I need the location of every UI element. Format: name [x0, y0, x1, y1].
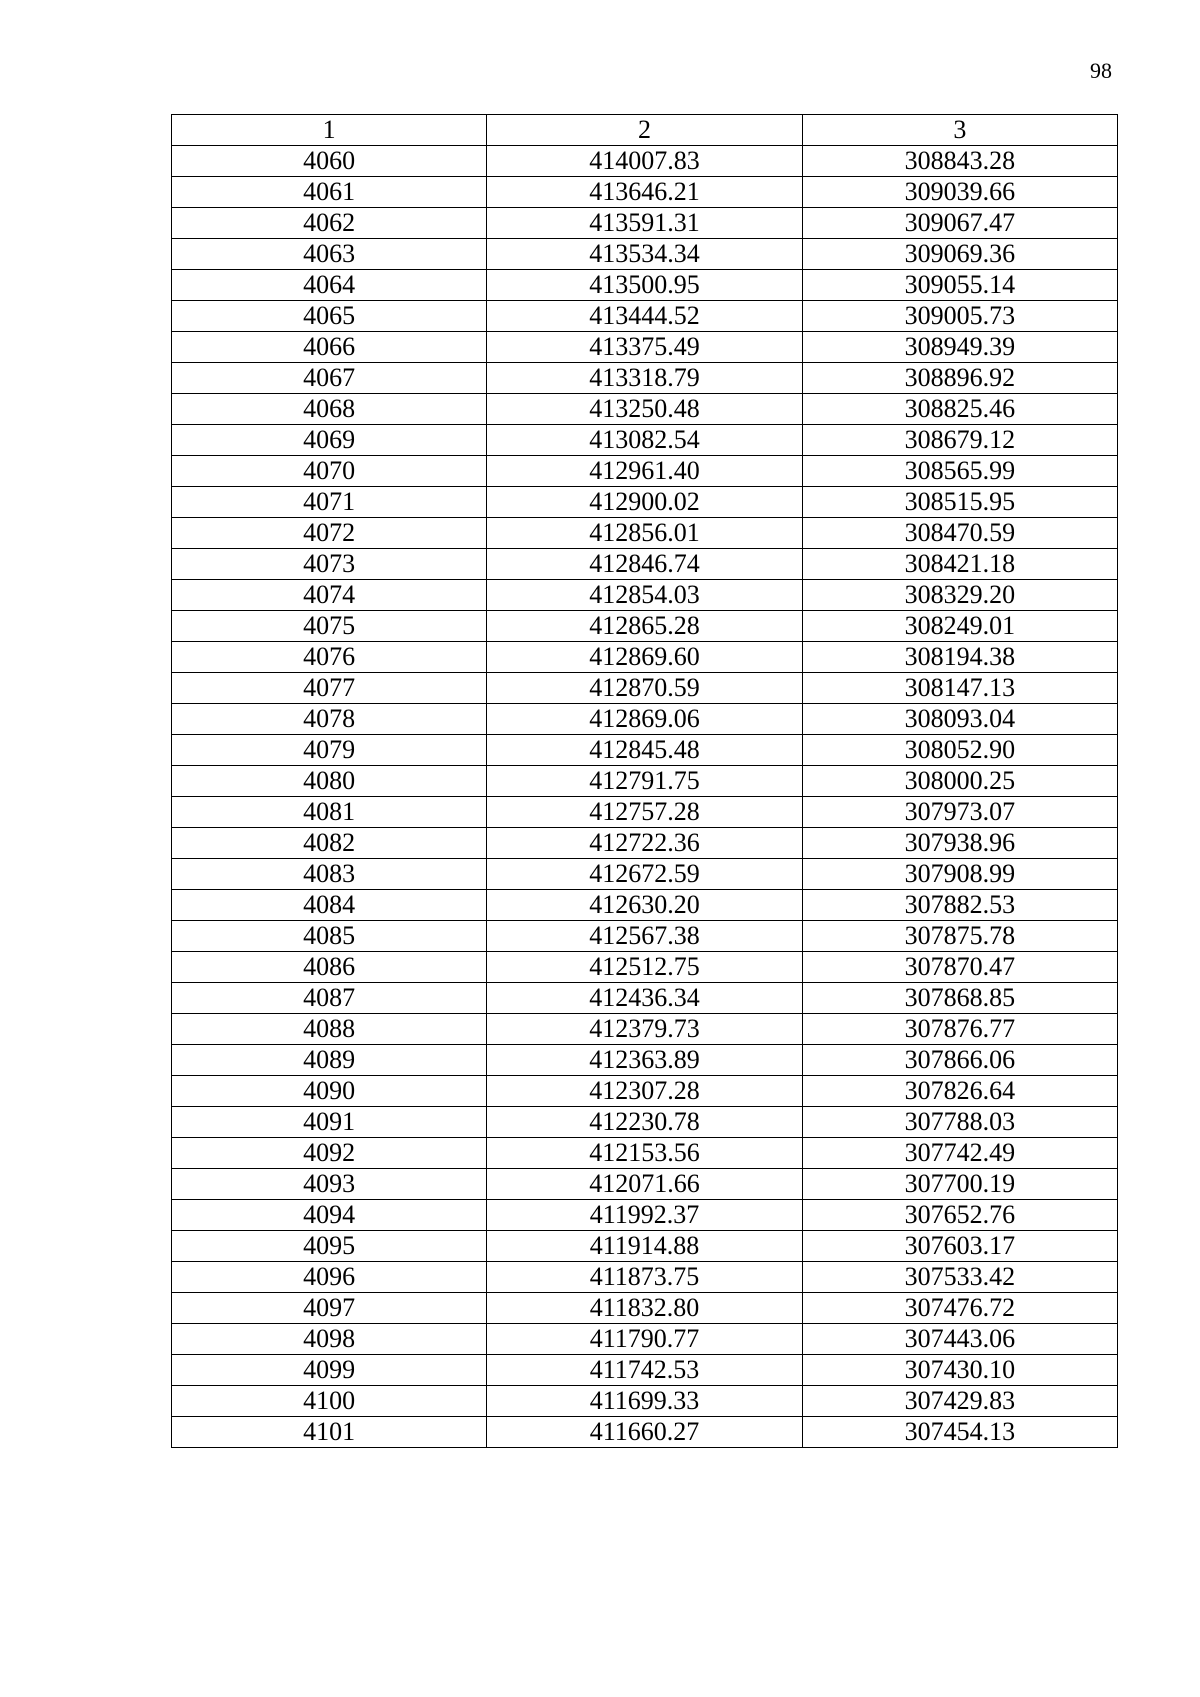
table-row: [172, 1045, 1118, 1076]
table-row: [172, 1076, 1118, 1107]
coordinate-y-cell: 307868.85: [802, 983, 1117, 1014]
table-row: [172, 704, 1118, 735]
coordinate-x-cell: 413375.49: [487, 332, 802, 363]
point-number-cell: 4081: [172, 797, 487, 828]
point-number-cell: 4085: [172, 921, 487, 952]
coordinate-x-cell: 412869.06: [487, 704, 802, 735]
point-number-cell: 4076: [172, 642, 487, 673]
table-row: [172, 549, 1118, 580]
coordinate-x-cell: 411914.88: [487, 1231, 802, 1262]
column-header: 3: [802, 115, 1117, 146]
coordinate-x-cell: 413318.79: [487, 363, 802, 394]
coordinate-x-cell: 411742.53: [487, 1355, 802, 1386]
table-row: [172, 270, 1118, 301]
coordinate-x-cell: 412567.38: [487, 921, 802, 952]
coordinate-y-cell: 307533.42: [802, 1262, 1117, 1293]
coordinate-y-cell: 307875.78: [802, 921, 1117, 952]
point-number-cell: 4095: [172, 1231, 487, 1262]
point-number-cell: 4066: [172, 332, 487, 363]
table-row: [172, 828, 1118, 859]
point-number-cell: 4099: [172, 1355, 487, 1386]
point-number-cell: 4073: [172, 549, 487, 580]
table-row: [172, 611, 1118, 642]
point-number-cell: 4092: [172, 1138, 487, 1169]
point-number-cell: 4064: [172, 270, 487, 301]
point-number-cell: 4083: [172, 859, 487, 890]
coordinate-y-cell: 309055.14: [802, 270, 1117, 301]
coordinate-y-cell: 308147.13: [802, 673, 1117, 704]
coordinate-x-cell: 412379.73: [487, 1014, 802, 1045]
coordinate-y-cell: 308949.39: [802, 332, 1117, 363]
point-number-cell: 4082: [172, 828, 487, 859]
table-row: [172, 208, 1118, 239]
point-number-cell: 4075: [172, 611, 487, 642]
table-row: [172, 921, 1118, 952]
coordinate-x-cell: 412757.28: [487, 797, 802, 828]
point-number-cell: 4068: [172, 394, 487, 425]
coordinate-y-cell: 307866.06: [802, 1045, 1117, 1076]
coordinate-x-cell: 412791.75: [487, 766, 802, 797]
coordinate-y-cell: 307826.64: [802, 1076, 1117, 1107]
coordinate-y-cell: 308896.92: [802, 363, 1117, 394]
coordinate-x-cell: 413082.54: [487, 425, 802, 456]
point-number-cell: 4084: [172, 890, 487, 921]
point-number-cell: 4078: [172, 704, 487, 735]
coordinate-x-cell: 412900.02: [487, 487, 802, 518]
point-number-cell: 4062: [172, 208, 487, 239]
coordinate-y-cell: 307429.83: [802, 1386, 1117, 1417]
table-row: [172, 1386, 1118, 1417]
table-row: [172, 859, 1118, 890]
coordinate-y-cell: 307973.07: [802, 797, 1117, 828]
table-row: [172, 332, 1118, 363]
coordinate-x-cell: 411873.75: [487, 1262, 802, 1293]
table-row: [172, 425, 1118, 456]
coordinate-x-cell: 412846.74: [487, 549, 802, 580]
coordinate-y-cell: 308843.28: [802, 146, 1117, 177]
table-row: [172, 301, 1118, 332]
coordinate-x-cell: 412153.56: [487, 1138, 802, 1169]
table-row: [172, 1324, 1118, 1355]
coordinate-x-cell: 412307.28: [487, 1076, 802, 1107]
point-number-cell: 4080: [172, 766, 487, 797]
coordinate-y-cell: 308000.25: [802, 766, 1117, 797]
point-number-cell: 4072: [172, 518, 487, 549]
coordinate-x-cell: 412870.59: [487, 673, 802, 704]
table-row: [172, 363, 1118, 394]
point-number-cell: 4097: [172, 1293, 487, 1324]
coordinate-y-cell: 308565.99: [802, 456, 1117, 487]
point-number-cell: 4086: [172, 952, 487, 983]
coordinate-y-cell: 307430.10: [802, 1355, 1117, 1386]
coordinate-x-cell: 412869.60: [487, 642, 802, 673]
coordinate-x-cell: 411660.27: [487, 1417, 802, 1448]
point-number-cell: 4091: [172, 1107, 487, 1138]
coordinate-y-cell: 308470.59: [802, 518, 1117, 549]
coordinate-y-cell: 307700.19: [802, 1169, 1117, 1200]
coordinate-x-cell: 412230.78: [487, 1107, 802, 1138]
point-number-cell: 4096: [172, 1262, 487, 1293]
point-number-cell: 4079: [172, 735, 487, 766]
coordinate-x-cell: 412845.48: [487, 735, 802, 766]
coordinate-y-cell: 307938.96: [802, 828, 1117, 859]
table-row: [172, 456, 1118, 487]
table-row: [172, 1293, 1118, 1324]
coordinate-y-cell: 309005.73: [802, 301, 1117, 332]
coordinate-x-cell: 412854.03: [487, 580, 802, 611]
point-number-cell: 4087: [172, 983, 487, 1014]
coordinate-y-cell: 307652.76: [802, 1200, 1117, 1231]
point-number-cell: 4093: [172, 1169, 487, 1200]
coordinate-y-cell: 307876.77: [802, 1014, 1117, 1045]
coordinate-x-cell: 411992.37: [487, 1200, 802, 1231]
table-row: [172, 146, 1118, 177]
coordinate-y-cell: 309069.36: [802, 239, 1117, 270]
column-header: 2: [487, 115, 802, 146]
coordinate-y-cell: 307870.47: [802, 952, 1117, 983]
coordinate-x-cell: 413646.21: [487, 177, 802, 208]
point-number-cell: 4090: [172, 1076, 487, 1107]
point-number-cell: 4100: [172, 1386, 487, 1417]
coordinate-y-cell: 307788.03: [802, 1107, 1117, 1138]
coordinate-y-cell: 308052.90: [802, 735, 1117, 766]
coordinate-y-cell: 309067.47: [802, 208, 1117, 239]
table-row: [172, 797, 1118, 828]
table-row: [172, 487, 1118, 518]
coordinate-x-cell: 412512.75: [487, 952, 802, 983]
table-row: [172, 1169, 1118, 1200]
column-header: 1: [172, 115, 487, 146]
point-number-cell: 4074: [172, 580, 487, 611]
point-number-cell: 4077: [172, 673, 487, 704]
coordinate-y-cell: 307443.06: [802, 1324, 1117, 1355]
table-row: [172, 1014, 1118, 1045]
coordinate-x-cell: 413500.95: [487, 270, 802, 301]
coordinate-y-cell: 308421.18: [802, 549, 1117, 580]
point-number-cell: 4101: [172, 1417, 487, 1448]
table-row: [172, 642, 1118, 673]
coordinate-x-cell: 411790.77: [487, 1324, 802, 1355]
coordinate-x-cell: 412865.28: [487, 611, 802, 642]
coordinate-x-cell: 411699.33: [487, 1386, 802, 1417]
point-number-cell: 4061: [172, 177, 487, 208]
coordinate-y-cell: 308329.20: [802, 580, 1117, 611]
table-row: [172, 766, 1118, 797]
coordinate-x-cell: 412856.01: [487, 518, 802, 549]
point-number-cell: 4094: [172, 1200, 487, 1231]
coordinates-table: [171, 114, 1118, 1448]
coordinate-y-cell: 307603.17: [802, 1231, 1117, 1262]
point-number-cell: 4098: [172, 1324, 487, 1355]
table-row: [172, 394, 1118, 425]
table-row: [172, 518, 1118, 549]
point-number-cell: 4067: [172, 363, 487, 394]
coordinate-y-cell: 308249.01: [802, 611, 1117, 642]
coordinate-x-cell: 412672.59: [487, 859, 802, 890]
coordinate-y-cell: 309039.66: [802, 177, 1117, 208]
point-number-cell: 4089: [172, 1045, 487, 1076]
table-body: [172, 146, 1118, 1448]
table-row: [172, 177, 1118, 208]
page-number: 98: [1090, 58, 1112, 83]
table-row: [172, 952, 1118, 983]
point-number-cell: 4065: [172, 301, 487, 332]
table-row: [172, 1417, 1118, 1448]
table-row: [172, 1355, 1118, 1386]
coordinate-x-cell: 412630.20: [487, 890, 802, 921]
coordinate-x-cell: 413250.48: [487, 394, 802, 425]
point-number-cell: 4069: [172, 425, 487, 456]
coordinate-y-cell: 307454.13: [802, 1417, 1117, 1448]
coordinate-x-cell: 414007.83: [487, 146, 802, 177]
coordinate-y-cell: 307908.99: [802, 859, 1117, 890]
table-row: [172, 735, 1118, 766]
table-row: [172, 1138, 1118, 1169]
table-row: [172, 1262, 1118, 1293]
table-header-row: [172, 115, 1118, 146]
coordinate-y-cell: 308679.12: [802, 425, 1117, 456]
coordinate-x-cell: 413534.34: [487, 239, 802, 270]
table-row: [172, 239, 1118, 270]
coordinate-x-cell: 412436.34: [487, 983, 802, 1014]
table-row: [172, 673, 1118, 704]
table-row: [172, 890, 1118, 921]
coordinate-x-cell: 413444.52: [487, 301, 802, 332]
point-number-cell: 4088: [172, 1014, 487, 1045]
point-number-cell: 4060: [172, 146, 487, 177]
coordinate-x-cell: 412363.89: [487, 1045, 802, 1076]
table-row: [172, 1231, 1118, 1262]
table-row: [172, 1107, 1118, 1138]
coordinate-y-cell: 308515.95: [802, 487, 1117, 518]
coordinate-y-cell: 307476.72: [802, 1293, 1117, 1324]
coordinate-y-cell: 307882.53: [802, 890, 1117, 921]
table-row: [172, 983, 1118, 1014]
coordinate-y-cell: 307742.49: [802, 1138, 1117, 1169]
coordinate-x-cell: 413591.31: [487, 208, 802, 239]
point-number-cell: 4063: [172, 239, 487, 270]
coordinate-x-cell: 411832.80: [487, 1293, 802, 1324]
point-number-cell: 4070: [172, 456, 487, 487]
point-number-cell: 4071: [172, 487, 487, 518]
table-row: [172, 580, 1118, 611]
coordinate-y-cell: 308093.04: [802, 704, 1117, 735]
coordinate-y-cell: 308194.38: [802, 642, 1117, 673]
table-row: [172, 1200, 1118, 1231]
coordinate-y-cell: 308825.46: [802, 394, 1117, 425]
coordinate-x-cell: 412071.66: [487, 1169, 802, 1200]
coordinate-x-cell: 412961.40: [487, 456, 802, 487]
coordinate-x-cell: 412722.36: [487, 828, 802, 859]
